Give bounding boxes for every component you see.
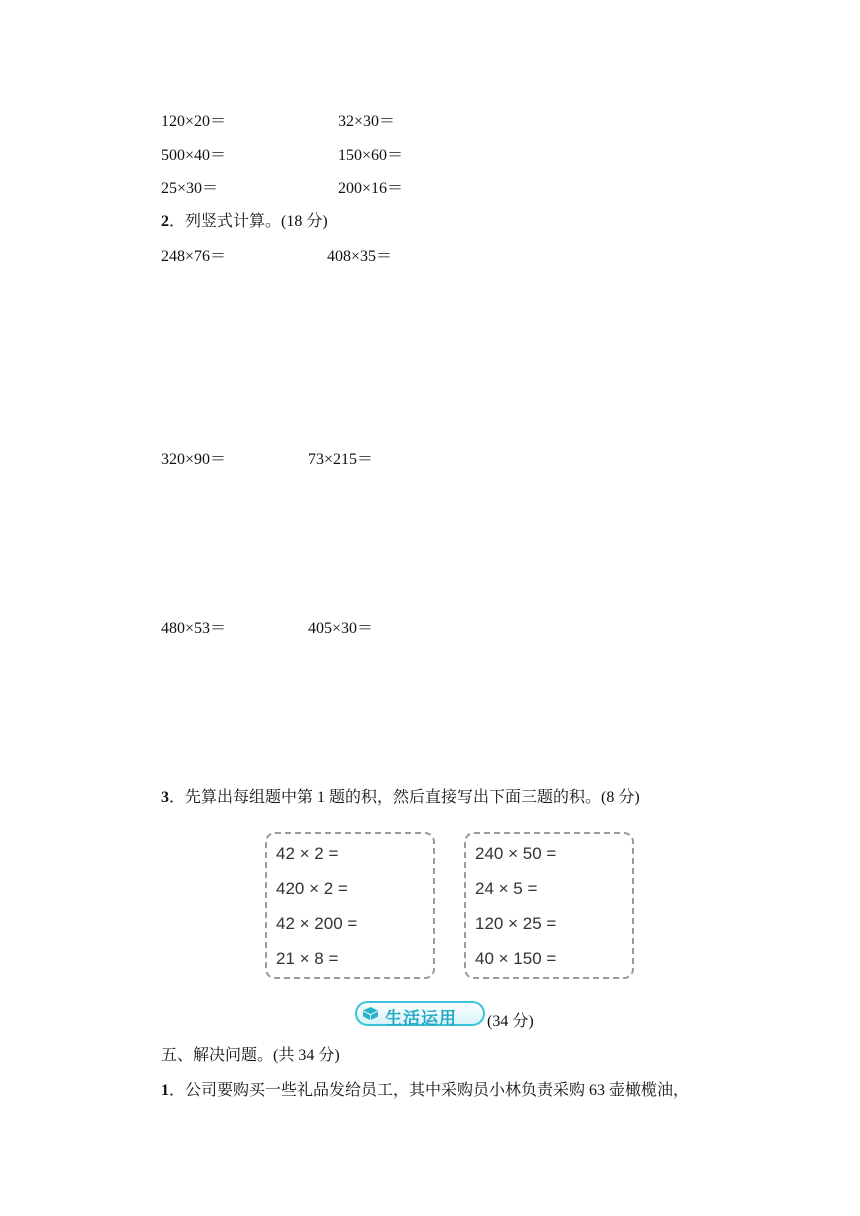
vertical-calc-problem: 248×76＝ [161, 248, 227, 265]
problem-group-box-right [464, 832, 634, 979]
vertical-calc-problem: 405×30＝ [308, 620, 374, 637]
cube-icon [363, 1007, 378, 1020]
question-2-heading [161, 212, 328, 232]
question-number: 3 [161, 789, 169, 806]
group-problem: 42 × 200 = [276, 914, 358, 933]
vertical-calc-problem: 480×53＝ [161, 620, 227, 637]
vertical-calc-problem: 408×35＝ [327, 248, 393, 265]
vertical-calc-problem: 320×90＝ [161, 451, 227, 468]
group-problem: 24 × 5 = [475, 879, 538, 898]
group-problem: 42 × 2 = [276, 844, 339, 863]
vertical-calc-problem: 73×215＝ [308, 451, 374, 468]
oral-problem: 32×30＝ [338, 113, 396, 130]
oral-problem: 120×20＝ [161, 113, 227, 130]
group-problem: 21 × 8 = [276, 949, 339, 968]
group-problem: 240 × 50 = [475, 844, 557, 863]
question-3-heading [161, 788, 640, 808]
section-5-heading: 五、解决问题。(共 34 分) [161, 1047, 340, 1064]
section-badge-label: 生活运用 [385, 1009, 457, 1029]
oral-problem: 150×60＝ [338, 147, 404, 164]
question-number: 2 [161, 213, 169, 230]
oral-problem: 200×16＝ [338, 180, 404, 197]
question-title: ．列竖式计算。(18 分) [169, 213, 328, 230]
group-problem: 40 × 150 = [475, 949, 557, 968]
group-problem: 420 × 2 = [276, 879, 348, 898]
oral-problem: 25×30＝ [161, 180, 219, 197]
problem-statement: ．公司要购买一些礼品发给员工，其中采购员小林负责采购 63 壶橄榄油， [169, 1082, 690, 1099]
problem-1-text [161, 1081, 689, 1101]
group-problem: 120 × 25 = [475, 914, 557, 933]
question-title: ．先算出每组题中第 1 题的积，然后直接写出下面三题的积。(8 分) [169, 789, 640, 806]
question-number: 1 [161, 1082, 169, 1099]
section-score: (34 分) [487, 1013, 534, 1030]
oral-problem: 500×40＝ [161, 147, 227, 164]
problem-group-box-left [265, 832, 435, 979]
section-badge [355, 1001, 485, 1029]
